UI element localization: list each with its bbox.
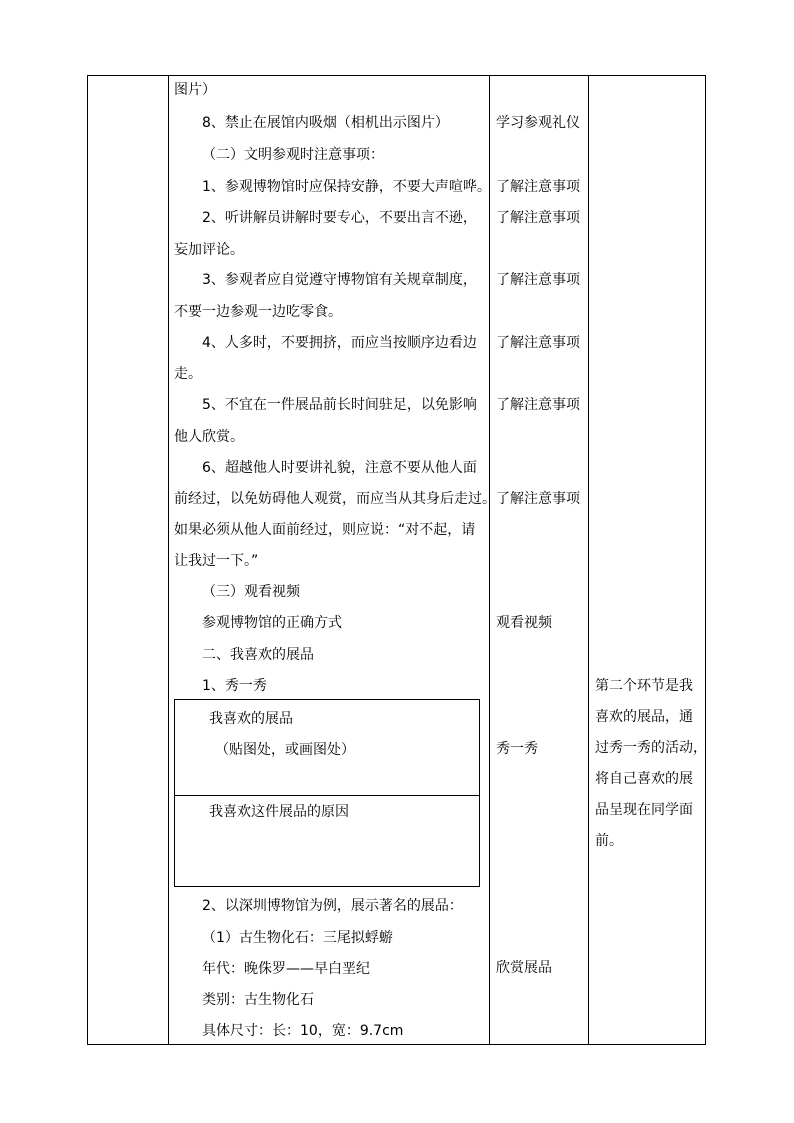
activity-label: 学习参观礼仪 — [496, 115, 580, 131]
content-line: （1）古生物化石：三尾拟蜉蝣 — [202, 930, 393, 946]
note-line: 品呈现在同学面 — [595, 802, 693, 818]
activity-label: 了解注意事项 — [496, 179, 580, 195]
box-hint: （贴图处，或画图处） — [215, 742, 355, 758]
activity-label: 观看视频 — [496, 615, 552, 631]
activity-label: 秀一秀 — [496, 741, 538, 757]
activity-label: 了解注意事项 — [496, 397, 580, 413]
content-line: 让我过一下。” — [174, 553, 259, 569]
note-line: 将自己喜欢的展 — [595, 771, 693, 787]
content-line: 如果必须从他人面前经过，则应说：“对不起，请 — [174, 522, 476, 538]
content-line: 3、参观者应自觉遵守博物馆有关规章制度， — [202, 272, 477, 288]
activity-label: 了解注意事项 — [496, 210, 580, 226]
content-line: 类别：古生物化石 — [202, 992, 314, 1008]
box-reason-label: 我喜欢这件展品的原因 — [209, 804, 349, 820]
note-line: 前。 — [595, 833, 623, 849]
content-line: 2、以深圳博物馆为例，展示著名的展品： — [202, 898, 463, 914]
note-line: 过秀一秀的活动， — [595, 740, 707, 756]
content-line: 4、人多时，不要拥挤，而应当按顺序边看边 — [202, 335, 477, 351]
content-line: 具体尺寸：长：10，宽：9.7cm — [202, 1023, 404, 1039]
content-line: 1、参观博物馆时应保持安静，不要大声喧哗。 — [202, 179, 491, 195]
content-line: 图片） — [174, 82, 216, 98]
content-line: 二、我喜欢的展品 — [202, 647, 314, 663]
content-line: 走。 — [174, 366, 202, 382]
column-divider-3 — [588, 76, 589, 1044]
column-divider-2 — [489, 76, 490, 1044]
activity-label: 欣赏展品 — [496, 960, 552, 976]
content-line: 年代：晚侏罗——早白垩纪 — [202, 961, 370, 977]
content-line: 2、听讲解员讲解时要专心，不要出言不逊， — [202, 210, 477, 226]
content-line: （三）观看视频 — [202, 584, 300, 600]
content-line: 前经过，以免妨碍他人观赏，而应当从其身后走过。 — [174, 491, 496, 507]
favorite-exhibit-box — [174, 699, 480, 887]
activity-label: 了解注意事项 — [496, 335, 580, 351]
note-line: 喜欢的展品，通 — [595, 709, 693, 725]
content-line: 参观博物馆的正确方式 — [202, 615, 342, 631]
column-divider-1 — [168, 76, 169, 1044]
note-line: 第二个环节是我 — [595, 678, 693, 694]
content-line: 5、不宜在一件展品前长时间驻足，以免影响 — [202, 397, 477, 413]
content-line: 妄加评论。 — [174, 242, 244, 258]
content-line: 不要一边参观一边吃零食。 — [174, 304, 342, 320]
box-divider — [175, 795, 479, 796]
box-title: 我喜欢的展品 — [209, 711, 293, 727]
content-line: 6、超越他人时要讲礼貌，注意不要从他人面 — [202, 460, 477, 476]
content-line: 8、禁止在展馆内吸烟（相机出示图片） — [202, 115, 449, 131]
content-line: 他人欣赏。 — [174, 429, 244, 445]
content-line: （二）文明参观时注意事项： — [202, 147, 384, 163]
activity-label: 了解注意事项 — [496, 491, 580, 507]
content-line: 1、秀一秀 — [202, 678, 267, 694]
activity-label: 了解注意事项 — [496, 272, 580, 288]
